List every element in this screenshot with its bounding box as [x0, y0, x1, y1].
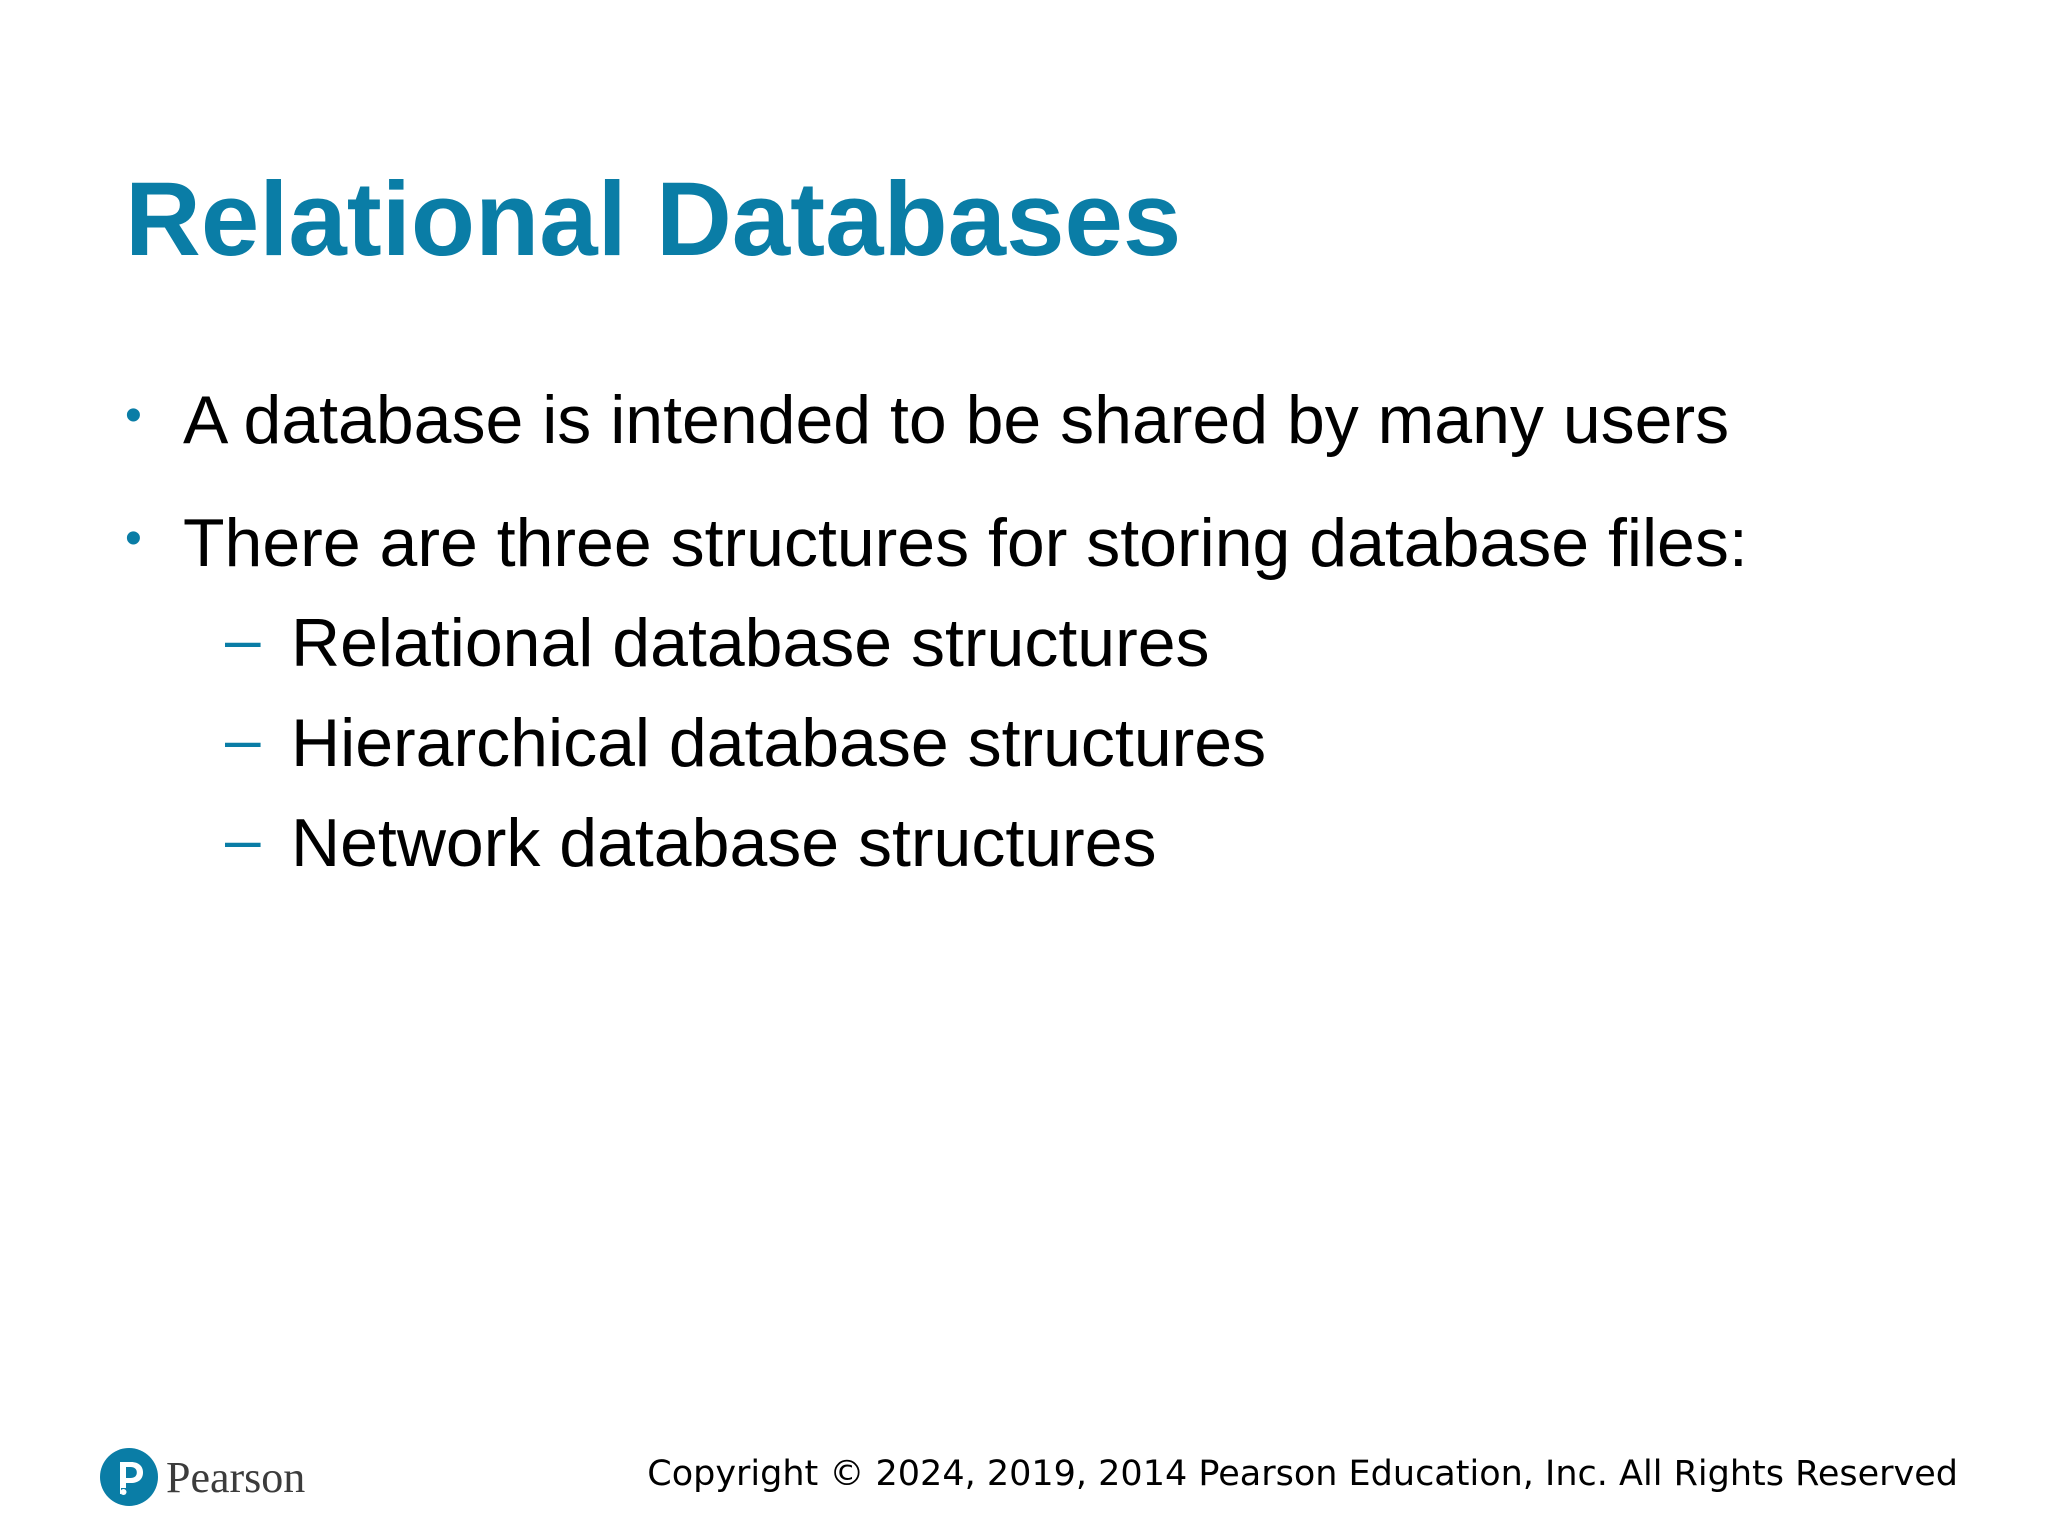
sub-bullet-marker: – [225, 603, 261, 675]
sub-bullet-marker: – [225, 803, 261, 875]
bullet-text: There are three structures for storing database files: [183, 505, 1748, 581]
bullet-text: A database is intended to be shared by many users [183, 382, 1730, 458]
sub-bullet-text: Network database structures [291, 805, 1157, 881]
sub-bullet-marker: – [225, 703, 261, 775]
sub-bullet-text: Relational database structures [291, 605, 1210, 681]
sub-bullet-text: Hierarchical database structures [291, 705, 1267, 781]
pearson-logo [100, 1446, 340, 1514]
bullet-marker: • [125, 389, 142, 442]
pearson-wordmark: Pearson [166, 1453, 306, 1502]
bullet-marker: • [125, 512, 142, 565]
copyright-text: Copyright © 2024, 2019, 2014 Pearson Education, Inc. All Rights Reserved [647, 1454, 1958, 1494]
pearson-logo-icon [100, 1448, 158, 1506]
slide-title: Relational Databases [125, 161, 1182, 278]
